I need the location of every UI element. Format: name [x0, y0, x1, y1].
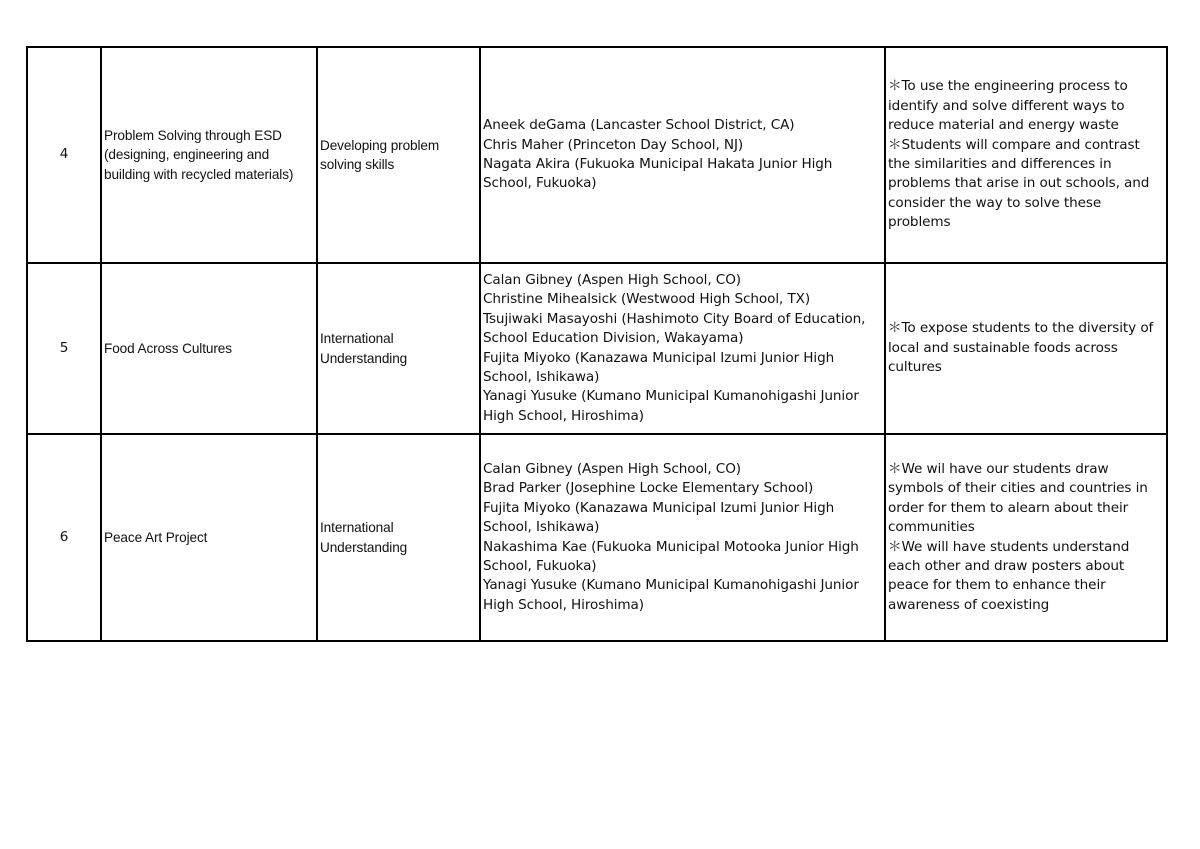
goals-cell — [885, 434, 1167, 641]
goals-cell — [885, 263, 1167, 434]
participant: Calan Gibney (Aspen High School, CO) — [483, 460, 741, 477]
participant: Calan Gibney (Aspen High School, CO) — [483, 271, 741, 288]
participant: Yanagi Yusuke (Kumano Municipal Kumanohigashi Junior High School, Hiroshima) — [483, 577, 859, 613]
participants-cell — [480, 263, 885, 434]
table-row — [27, 434, 1167, 641]
participants-cell — [480, 47, 885, 263]
goal: ＊To use the engineering process to identify and solve different ways to reduce material and energy waste — [888, 78, 1128, 134]
project-theme: International Understanding — [317, 434, 480, 641]
project-table — [26, 46, 1168, 642]
project-title: Food Across Cultures — [101, 263, 317, 434]
goal: ＊To expose students to the diversity of local and sustainable foods across cultures — [888, 320, 1154, 376]
project-title: Problem Solving through ESD (designing, engineering and building with recycled materials) — [101, 47, 317, 263]
participant: Christine Mihealsick (Westwood High School, TX) — [483, 291, 811, 308]
project-number: 5 — [27, 263, 101, 434]
participant: Chris Maher (Princeton Day School, NJ) — [483, 136, 744, 153]
goal: ＊We will have students understand each other and draw posters about peace for them to enhance their awareness of coexisting — [888, 538, 1130, 613]
table-row — [27, 263, 1167, 434]
participants-cell — [480, 434, 885, 641]
table-row — [27, 47, 1167, 263]
participant: Yanagi Yusuke (Kumano Municipal Kumanohigashi Junior High School, Hiroshima) — [483, 388, 859, 424]
participant: Nakashima Kae (Fukuoka Municipal Motooka Junior High School, Fukuoka) — [483, 538, 859, 574]
project-title: Peace Art Project — [101, 434, 317, 641]
goal: ＊Students will compare and contrast the similarities and differences in problems that arise in out schools, and consider the way to solve these problems — [888, 136, 1150, 231]
participant: Fujita Miyoko (Kanazawa Municipal Izumi Junior High School, Ishikawa) — [483, 349, 835, 385]
participant: Tsujiwaki Masayoshi (Hashimoto City Board of Education, School Education Division, Wakayama) — [483, 310, 866, 347]
project-number: 4 — [27, 47, 101, 263]
project-theme: International Understanding — [317, 263, 480, 434]
project-theme: Developing problem solving skills — [317, 47, 480, 263]
goals-cell — [885, 47, 1167, 263]
participant: Nagata Akira (Fukuoka Municipal Hakata Junior High School, Fukuoka) — [483, 156, 833, 192]
project-number: 6 — [27, 434, 101, 641]
goal: ＊We wil have our students draw symbols of their cities and countries in order for them to alearn about their communities — [888, 460, 1148, 536]
participant: Aneek deGama (Lancaster School District, CA) — [483, 117, 795, 134]
participant: Fujita Miyoko (Kanazawa Municipal Izumi Junior High School, Ishikawa) — [483, 499, 835, 536]
participant: Brad Parker (Josephine Locke Elementary School) — [483, 480, 814, 497]
